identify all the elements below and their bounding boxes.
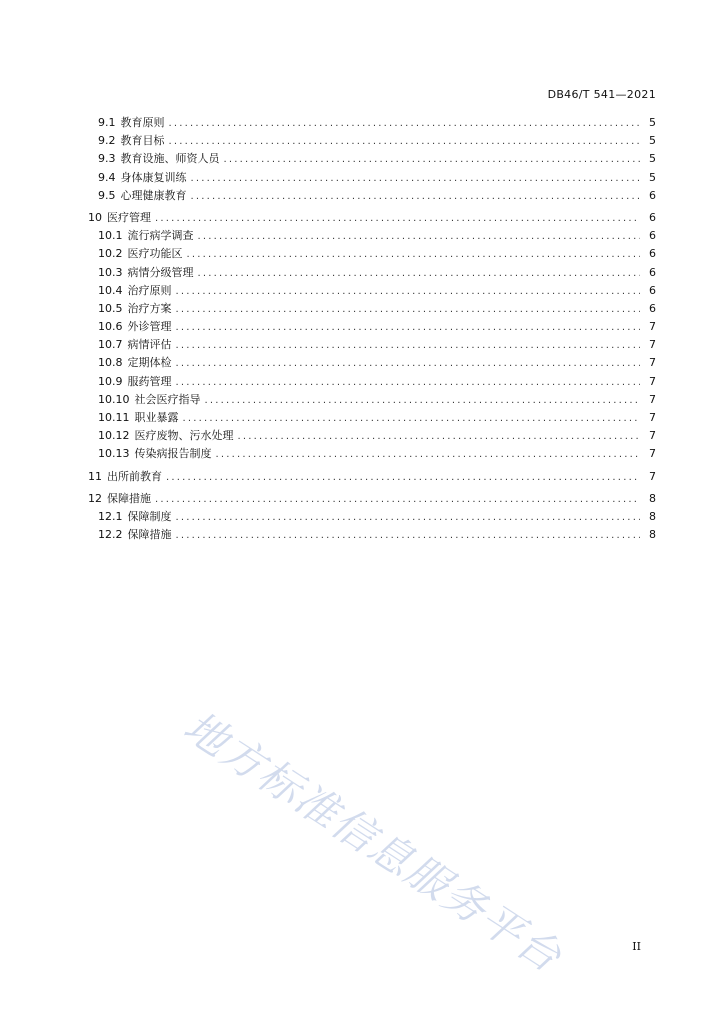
toc-entry-title: 保障措施: [107, 491, 151, 505]
toc-entry-label: [98, 318, 172, 334]
toc-entry-label: [98, 373, 172, 389]
toc-entry[interactable]: [88, 132, 656, 150]
toc-entry-label: [98, 150, 220, 166]
toc-entry-number: 10.7: [98, 338, 123, 352]
toc-entry[interactable]: [88, 245, 656, 263]
toc-leader-dots: [176, 304, 641, 315]
toc-entry-label: [98, 187, 187, 203]
toc-entry-title: 治疗原则: [127, 283, 172, 297]
toc-entry-page: 7: [649, 469, 656, 483]
toc-leader-dots: [176, 340, 641, 351]
toc-entry[interactable]: [88, 114, 656, 132]
toc-leader-dots: [183, 413, 641, 424]
toc-entry[interactable]: [88, 169, 656, 187]
toc-entry-title: 身体康复训练: [120, 170, 187, 184]
toc-entry-title: 医疗功能区: [127, 247, 183, 261]
toc-entry-page: 6: [649, 301, 656, 315]
toc-entry[interactable]: [88, 282, 656, 300]
toc-leader-dots: [176, 286, 641, 297]
toc-entry-label: [88, 468, 162, 484]
toc-entry-page: 8: [649, 491, 656, 505]
toc-entry[interactable]: [88, 209, 656, 227]
toc-entry-number: 10.8: [98, 356, 123, 370]
toc-entry-label: [98, 445, 212, 461]
toc-entry-page: 7: [649, 320, 656, 334]
toc-entry-number: 10.4: [98, 283, 123, 297]
toc-leader-dots: [238, 431, 641, 442]
toc-leader-dots: [176, 322, 641, 333]
toc-entry-number: 12.2: [98, 528, 123, 542]
toc-leader-dots: [169, 118, 641, 129]
toc-entry-number: 9.3: [98, 152, 116, 166]
toc-leader-dots: [155, 494, 640, 505]
toc-entry-page: 8: [649, 509, 656, 523]
toc-entry-number: 10.13: [98, 447, 130, 461]
toc-entry-label: [98, 264, 194, 280]
toc-leader-dots: [176, 530, 641, 541]
toc-entry-label: [98, 336, 172, 352]
toc-entry-label: [98, 169, 187, 185]
toc-entry-page: 7: [649, 338, 656, 352]
toc-entry-number: 12.1: [98, 509, 123, 523]
toc-entry[interactable]: [88, 508, 656, 526]
toc-entry-title: 教育目标: [120, 134, 165, 148]
toc-entry[interactable]: [88, 409, 656, 427]
toc-entry-page: 7: [649, 374, 656, 388]
toc-entry-title: 保障制度: [127, 509, 172, 523]
toc-entry-title: 医疗废物、污水处理: [134, 429, 234, 443]
toc-entry-title: 外诊管理: [127, 320, 172, 334]
toc-entry-number: 11: [88, 469, 102, 483]
toc-leader-dots: [198, 268, 641, 279]
toc-entry-page: 5: [649, 170, 656, 184]
toc-entry-label: [98, 114, 165, 130]
watermark: 地方标准信息服务平台: [175, 701, 572, 983]
toc-entry-label: [88, 209, 151, 225]
toc-entry-title: 传染病报告制度: [134, 447, 212, 461]
toc-entry-title: 教育设施、师资人员: [120, 152, 220, 166]
toc-entry[interactable]: [88, 391, 656, 409]
toc-entry[interactable]: [88, 187, 656, 205]
toc-entry-title: 职业暴露: [134, 411, 179, 424]
toc-entry[interactable]: [88, 490, 656, 508]
toc-entry-page: 7: [649, 447, 656, 461]
toc-entry-number: 10.10: [98, 392, 130, 406]
toc-entry-title: 治疗方案: [127, 301, 172, 315]
toc-entry[interactable]: [88, 150, 656, 168]
toc-entry[interactable]: [88, 336, 656, 354]
toc-entry-page: 7: [649, 411, 656, 424]
toc-entry-page: 7: [649, 429, 656, 443]
toc-entry-page: 7: [649, 356, 656, 370]
toc-entry-title: 医疗管理: [107, 210, 151, 224]
toc-leader-dots: [166, 472, 640, 483]
toc-entry-title: 出所前教育: [107, 469, 162, 483]
toc-entry-page: 6: [649, 247, 656, 261]
toc-leader-dots: [216, 449, 641, 460]
toc-entry-label: [98, 409, 179, 425]
toc-entry-page: 6: [649, 229, 656, 243]
page-number: II: [632, 940, 641, 953]
toc-entry-label: [98, 508, 172, 524]
toc-leader-dots: [187, 249, 641, 260]
toc-entry-number: 9.4: [98, 170, 116, 184]
toc-entry-page: 6: [649, 283, 656, 297]
toc-leader-dots: [224, 154, 641, 165]
toc-entry-number: 9.2: [98, 134, 116, 148]
toc-entry-number: 9.1: [98, 116, 116, 129]
toc-entry-title: 保障措施: [127, 528, 172, 542]
toc-entry-label: [88, 490, 151, 506]
toc-entry[interactable]: [88, 373, 656, 391]
toc-entry[interactable]: [88, 354, 656, 372]
toc-entry-label: [98, 245, 183, 261]
toc-entry-title: 心理健康教育: [120, 188, 187, 202]
toc-entry-label: [98, 282, 172, 298]
toc-entry-label: [98, 300, 172, 316]
toc-entry[interactable]: [88, 427, 656, 445]
toc-entry-title: 流行病学调查: [127, 229, 194, 243]
toc-entry[interactable]: [88, 300, 656, 318]
toc-entry[interactable]: [88, 318, 656, 336]
toc-entry-title: 社会医疗指导: [134, 392, 201, 406]
toc-entry-label: [98, 132, 165, 148]
toc-entry-number: 10.11: [98, 411, 130, 424]
toc-entry-page: 5: [649, 152, 656, 166]
toc-entry[interactable]: [88, 526, 656, 544]
toc-entry-page: 5: [649, 116, 656, 129]
toc-entry-page: 5: [649, 134, 656, 148]
toc-entry-page: 6: [649, 265, 656, 279]
toc-leader-dots: [191, 191, 641, 202]
toc-entry-number: 10.1: [98, 229, 123, 243]
toc-entry-number: 10: [88, 210, 102, 224]
toc-entry[interactable]: [88, 468, 656, 486]
toc-entry-number: 10.3: [98, 265, 123, 279]
toc-entry-page: 6: [649, 188, 656, 202]
toc-entry-label: [98, 427, 234, 443]
toc-leader-dots: [176, 358, 641, 369]
toc-entry-number: 10.9: [98, 374, 123, 388]
toc-entry[interactable]: [88, 445, 656, 463]
toc-entry-label: [98, 526, 172, 542]
document-code: DB46/T 541—2021: [547, 88, 656, 101]
toc-leader-dots: [176, 512, 641, 523]
toc-leader-dots: [198, 231, 641, 242]
toc-leader-dots: [176, 377, 641, 388]
toc-entry-number: 10.5: [98, 301, 123, 315]
toc-leader-dots: [191, 173, 641, 184]
toc-entry-number: 10.6: [98, 320, 123, 334]
toc-leader-dots: [169, 136, 641, 147]
toc-entry-title: 教育原则: [120, 116, 165, 129]
toc-entry[interactable]: [88, 227, 656, 245]
toc-entry-label: [98, 227, 194, 243]
toc-entry-page: 8: [649, 528, 656, 542]
toc-leader-dots: [205, 395, 641, 406]
toc-entry-title: 病情评估: [127, 338, 172, 352]
toc-entry-page: 6: [649, 210, 656, 224]
toc-entry-number: 10.2: [98, 247, 123, 261]
toc-entry-title: 病情分级管理: [127, 265, 194, 279]
toc-entry-number: 10.12: [98, 429, 130, 443]
toc-entry[interactable]: [88, 264, 656, 282]
toc-entry-number: 12: [88, 491, 102, 505]
toc-leader-dots: [155, 213, 640, 224]
toc-entry-label: [98, 391, 201, 407]
table-of-contents: [88, 114, 656, 544]
toc-entry-number: 9.5: [98, 188, 116, 202]
toc-entry-title: 定期体检: [127, 356, 172, 370]
toc-entry-label: [98, 354, 172, 370]
toc-entry-page: 7: [649, 392, 656, 406]
toc-entry-title: 服药管理: [127, 374, 172, 388]
